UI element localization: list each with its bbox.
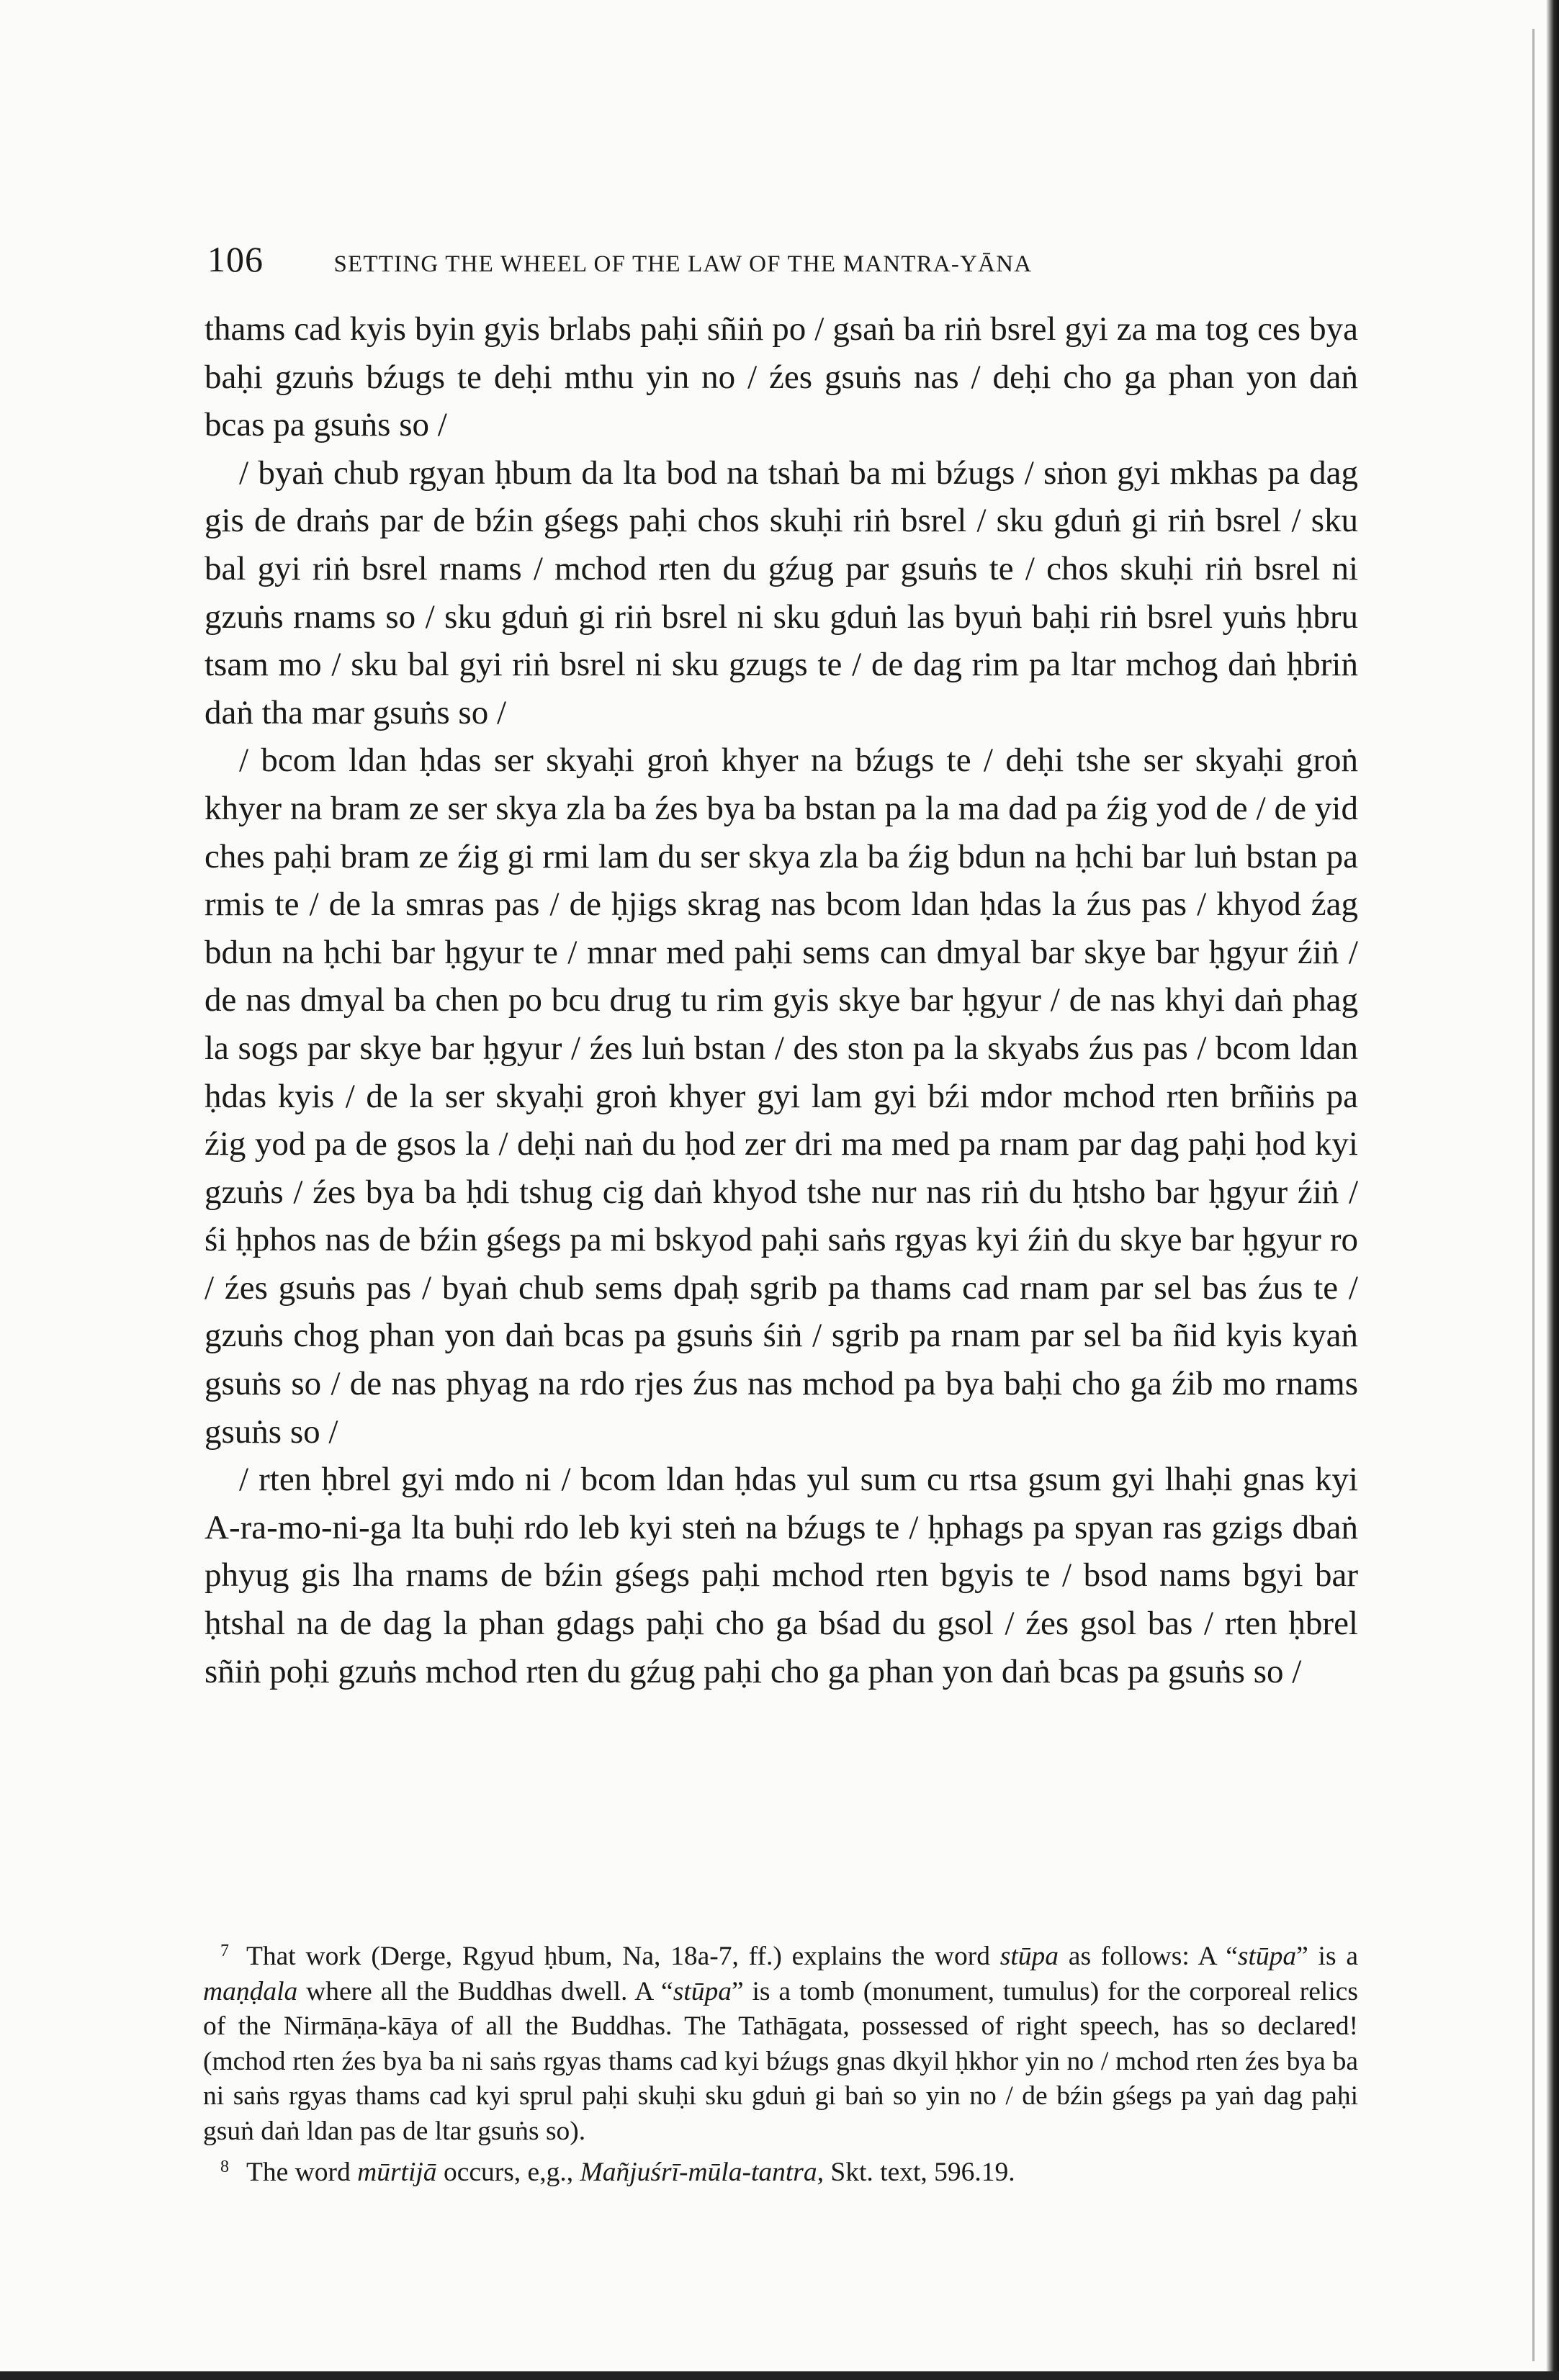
italic-term: Mañjuśrī-mūla-tantra, [580,2157,824,2187]
footnotes [203,1934,1358,2190]
italic-term: stūpa [999,1942,1059,1971]
footnote-run: occurs, e,g., [436,2157,580,2187]
page-number: 106 [207,239,264,279]
scan-edge-right [1546,0,1559,2380]
italic-term: stūpa [673,1976,732,2006]
scan-edge-bottom [0,2371,1559,2380]
footnote-run: Skt. text, 596.19. [824,2157,1015,2187]
footnote-text [246,2158,1015,2187]
footnote-run: where all the Buddhas dwell. A “ [297,1976,673,2006]
footnote-run: ” is a [1296,1942,1358,1971]
paragraph: / byaṅ chub rgyan ḥbum da lta bod na tshaṅ ba mi bźugs / sṅon gyi mkhas pa dag gis de draṅs par de bźin gśegs paḥi chos skuḥi riṅ bsrel / sku gduṅ gi riṅ bsrel / sku bal gyi riṅ bsrel rnams / mchod rten du gźug par gsuṅs te / chos skuḥi riṅ bsrel ni gzuṅs rnams so / sku gduṅ gi riṅ bsrel ni sku gduṅ las byuṅ baḥi riṅ bsrel yuṅs ḥbru tsam mo / sku bal gyi riṅ bsrel ni sku gzugs te / de dag rim pa ltar mchog daṅ ḥbriṅ daṅ tha mar gsuṅs so / [205,454,1358,731]
scan-edge-line [1532,29,1535,2361]
footnote-text [203,1942,1358,2146]
paragraph: / bcom ldan ḥdas ser skyaḥi groṅ khyer na bźugs te / deḥi tshe ser skyaḥi groṅ khyer na bram ze ser skya zla ba źes bya ba bstan pa la ma dad pa źig yod de / de yid ches paḥi bram ze źig gi rmi lam du ser skya zla ba źig bdun na ḥchi bar luṅ bstan pa rmis te / de la smras pas / de ḥjigs skrag nas bcom ldan ḥdas la źus pas / khyod źag bdun na ḥchi bar ḥgyur te / mnar med paḥi sems can dmyal bar skye bar ḥgyur źiṅ / de nas dmyal ba chen po bcu drug tu rim gyis skye bar ḥgyur / de nas khyi daṅ phag la sogs par skye bar ḥgyur / źes luṅ bstan / des ston pa la skyabs źus pas / bcom ldan ḥdas kyis / de la ser skyaḥi groṅ khyer gyi lam gyi bźi mdor mchod rten brñiṅs pa źig yod pa de gsos la / deḥi naṅ du ḥod zer dri ma med pa rnam par dag paḥi ḥod kyi gzuṅs / źes bya ba ḥdi tshug cig daṅ khyod tshe nur nas riṅ du ḥtsho bar ḥgyur źiṅ / śi ḥphos nas de bźin gśegs pa mi bskyod paḥi saṅs rgyas kyi źiṅ du skye bar ḥgyur ro / źes gsuṅs pas / byaṅ chub sems dpaḥ sgrib pa thams cad rnam par sel bas źus te / gzuṅs chog phan yon daṅ bcas pa gsuṅs śiṅ / sgrib pa rnam par sel ba ñid kyis kyaṅ gsuṅs so / de nas phyag na rdo rjes źus nas mchod pa bya baḥi cho ga źib mo rnams gsuṅs so / [205,742,1358,1451]
footnote-run: ” is a tomb (monument, tumulus) for the corporeal relics of the Nirmāṇa-kāya of all the Buddhas. The Tathāgata, possessed of right speech, has so declared! (mchod rten źes bya ba ni saṅs rgyas thams cad kyi bźugs gnas dkyil ḥkhor yin no / mchod rten źes bya ba ni saṅs rgyas thams cad kyi sprul paḥi skuḥi sku gduṅ gi baṅ so yin no / de bźin gśegs pa yaṅ dag paḥi gsuṅ daṅ ldan pas de ltar gsuṅs so). [203,1976,1358,2146]
italic-term: mūrtijā [357,2157,437,2187]
running-header [207,238,1360,286]
footnote-marker: 7 [220,1942,229,1960]
footnote-marker: 8 [220,2157,229,2176]
footnote [203,1934,1358,2150]
paragraph: thams cad kyis byin gyis brlabs paḥi sñiṅ po / gsaṅ ba riṅ bsrel gyi za ma tog ces bya baḥi gzuṅs bźugs te deḥi mthu yin no / źes gsuṅs nas / deḥi cho ga phan yon daṅ bcas pa gsuṅs so / [205,310,1358,444]
running-title: SETTING THE WHEEL OF THE LAW OF THE MANTRA-YĀNA [333,251,1033,277]
footnote-run: That work (Derge, Rgyud ḥbum, Na, 18a-7, ff.) explains the word [246,1942,1000,1971]
italic-term: maṇḍala [203,1976,298,2006]
footnote [203,2150,1358,2191]
italic-term: stūpa [1237,1942,1297,1971]
main-text [205,305,1358,1695]
paragraph: / rten ḥbrel gyi mdo ni / bcom ldan ḥdas yul sum cu rtsa gsum gyi lhaḥi gnas kyi A-ra-mo-ni-ga lta buḥi rdo leb kyi steṅ na bźugs te / ḥphags pa spyan ras gzigs dbaṅ phyug gis lha rnams de bźin gśegs paḥi mchod rten bgyis te / bsod nams bgyi bar ḥtshal na de dag la phan gdags paḥi cho ga bśad du gsol / źes gsol bas / rten ḥbrel sñiṅ poḥi gzuṅs mchod rten du gźug paḥi cho ga phan yon daṅ bcas pa gsuṅs so / [205,1461,1358,1690]
footnote-run: as follows: A “ [1059,1942,1238,1971]
footnote-run: The word [246,2157,358,2187]
